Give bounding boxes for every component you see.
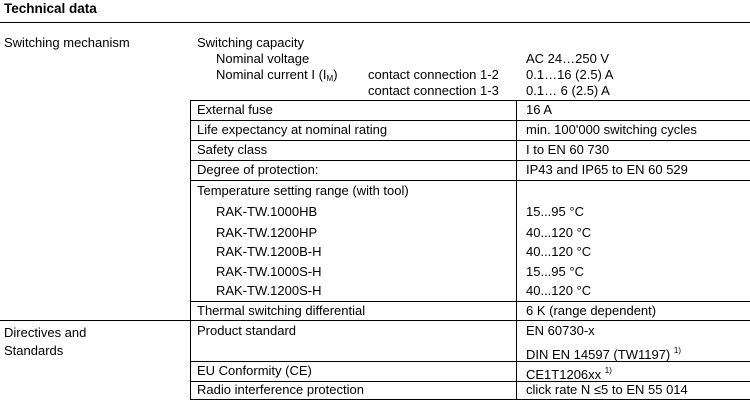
degree-protection-value: IP43 and IP65 to EN 60 529 — [526, 162, 688, 177]
nominal-voltage-value: AC 24…250 V — [526, 51, 610, 66]
section-directives-line1: Directives and — [4, 325, 87, 340]
model-name: RAK-TW.1200S-H — [216, 283, 322, 298]
section-switching-mechanism: Switching mechanism — [4, 35, 130, 50]
model-name: RAK-TW.1000HB — [216, 204, 318, 219]
external-fuse-value: 16 A — [526, 102, 553, 117]
contact-1-2-value: 0.1…16 (2.5) A — [526, 67, 614, 82]
product-standard-value-2 — [526, 343, 681, 363]
model-name: RAK-TW.1000S-H — [216, 264, 322, 279]
center-vertical-rule — [516, 100, 517, 400]
row-divider — [190, 120, 750, 121]
model-name: RAK-TW.1200HP — [216, 225, 318, 240]
radio-interference-label: Radio interference protection — [197, 382, 364, 397]
footnote-mark: 1) — [673, 346, 682, 355]
page-title: Technical data — [4, 1, 97, 16]
safety-class-label: Safety class — [197, 142, 268, 157]
section-divider — [0, 320, 750, 321]
nominal-current-close: ) — [333, 67, 338, 82]
thermal-diff-value: 6 K (range dependent) — [526, 303, 657, 318]
life-expectancy-value: min. 100'000 switching cycles — [526, 122, 697, 137]
section-directives-line2: Standards — [4, 343, 64, 358]
contact-1-3-label: contact connection 1-3 — [368, 83, 499, 98]
thermal-diff-label: Thermal switching differential — [197, 303, 366, 318]
row-divider — [190, 361, 750, 362]
nominal-current-label — [216, 67, 338, 87]
contact-1-2-label: contact connection 1-2 — [368, 67, 499, 82]
nominal-voltage-label: Nominal voltage — [216, 51, 310, 66]
radio-interference-value: click rate N ≤5 to EN 55 014 — [526, 382, 688, 397]
model-range: 40...120 °C — [526, 225, 592, 240]
row-divider — [190, 100, 750, 101]
left-vertical-rule — [190, 100, 191, 400]
eu-conformity-label: EU Conformity (CE) — [197, 363, 312, 378]
switching-capacity-label: Switching capacity — [197, 35, 304, 50]
nominal-current-subscript: M — [326, 74, 334, 83]
model-range: 40...120 °C — [526, 283, 592, 298]
eu-conformity-value — [526, 363, 612, 383]
model-name: RAK-TW.1200B-H — [216, 244, 322, 259]
row-divider — [190, 180, 750, 181]
temp-range-label: Temperature setting range (with tool) — [197, 183, 409, 198]
eu-conformity-value-text: CE1T1206xx — [526, 367, 602, 382]
model-range: 15...95 °C — [526, 264, 584, 279]
title-underline — [0, 22, 750, 23]
row-divider — [190, 160, 750, 161]
nominal-current-text: Nominal current I (I — [216, 67, 327, 82]
product-standard-label: Product standard — [197, 323, 297, 338]
contact-1-3-value: 0.1… 6 (2.5) A — [526, 83, 610, 98]
row-divider — [190, 301, 750, 302]
footnote-mark: 1) — [604, 366, 612, 375]
product-standard-value-1: EN 60730-x — [526, 323, 595, 338]
product-standard-value-2-text: DIN EN 14597 (TW1197) — [526, 347, 671, 362]
degree-protection-label: Degree of protection: — [197, 162, 319, 177]
row-divider — [190, 140, 750, 141]
life-expectancy-label: Life expectancy at nominal rating — [197, 122, 388, 137]
external-fuse-label: External fuse — [197, 102, 273, 117]
model-range: 15...95 °C — [526, 204, 584, 219]
safety-class-value: I to EN 60 730 — [526, 142, 610, 157]
model-range: 40...120 °C — [526, 244, 592, 259]
